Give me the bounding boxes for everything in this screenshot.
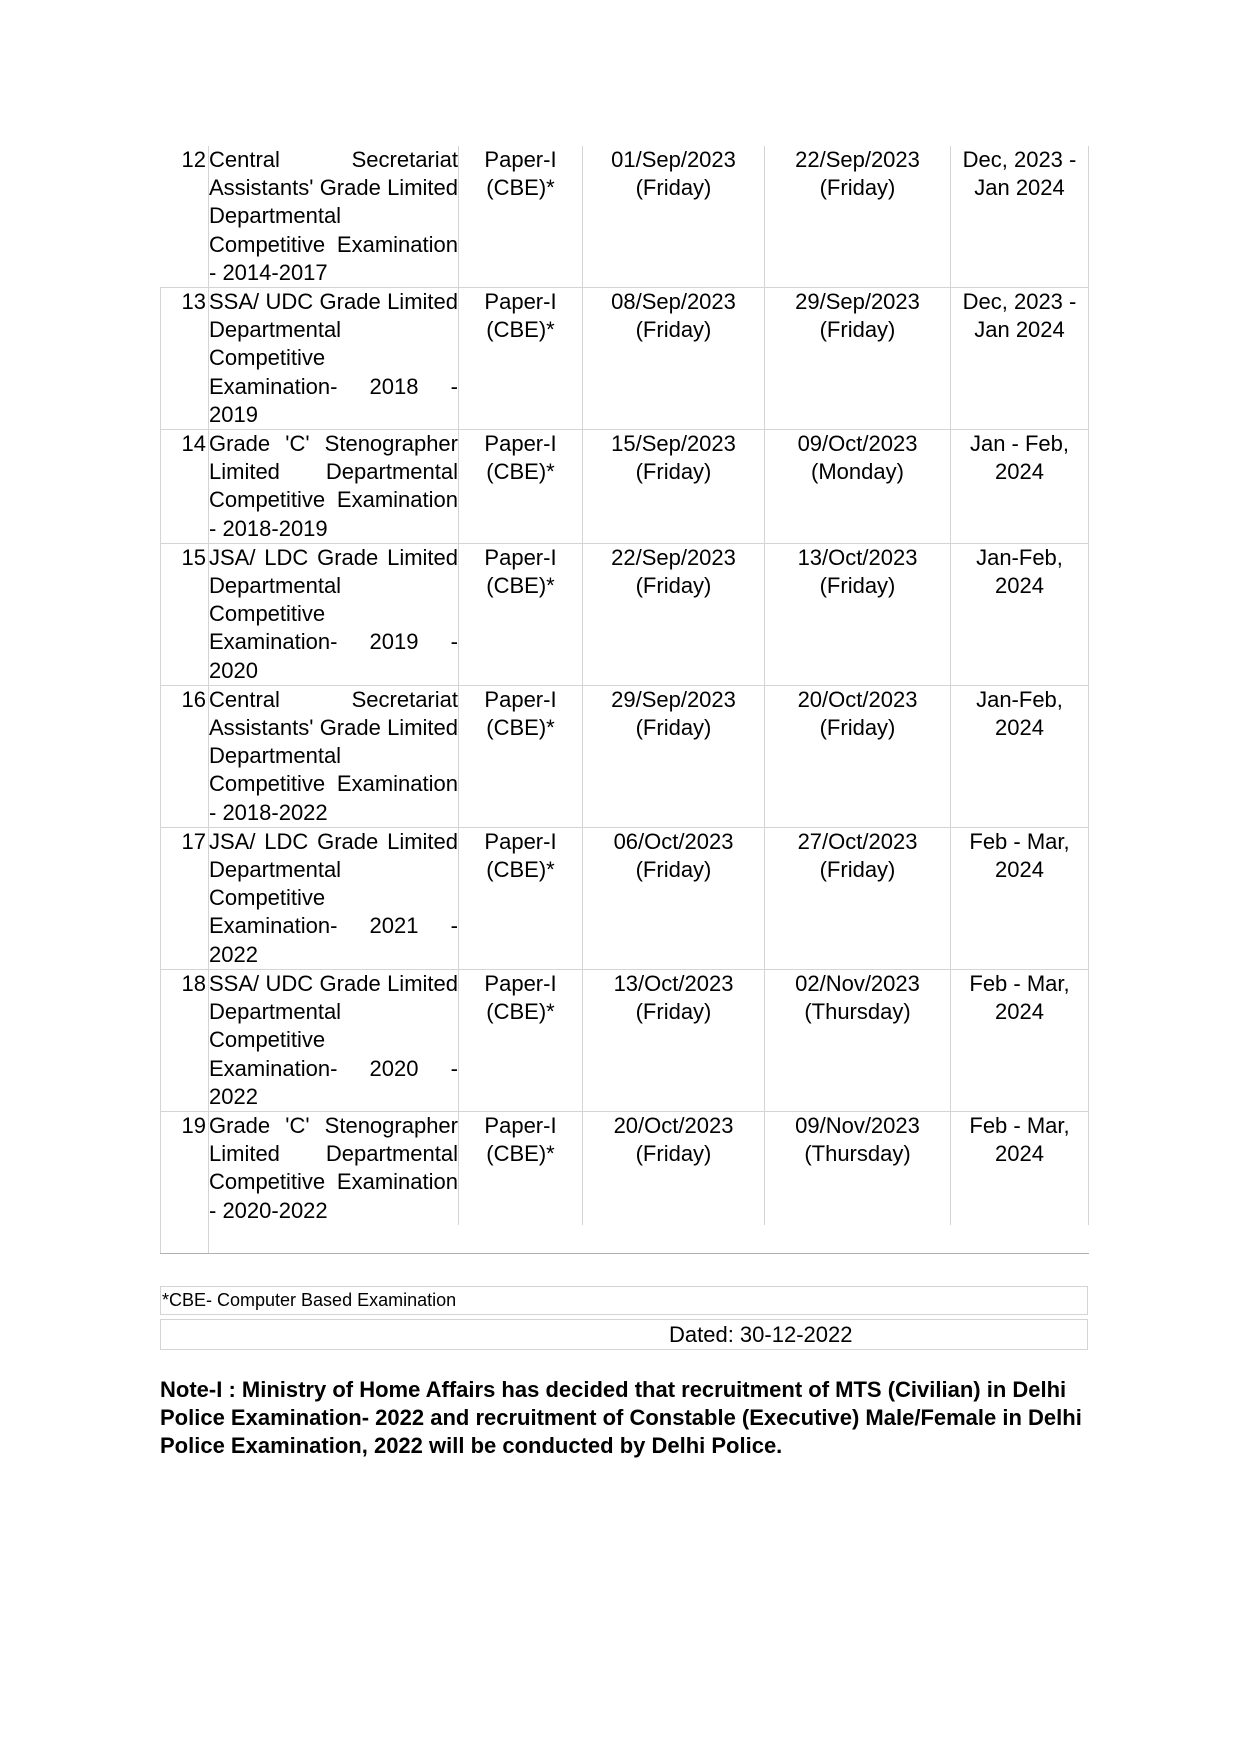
dated-line [160,1319,1088,1350]
serial-number: 17 [161,827,209,969]
paper-type: Paper-I (CBE)* [459,543,583,685]
exam-name: Central Secretariat Assistants' Grade Limited Departmental Competitive Examination - 2014-2017 [209,146,459,288]
exam-name: JSA/ LDC Grade Limited Departmental Competitive Examination- 2019 - 2020 [209,543,459,685]
exam-row [161,288,1089,430]
serial-number: 13 [161,288,209,430]
tentative-period: Jan - Feb, 2024 [951,430,1089,544]
exam-row [161,969,1089,1111]
result-date: 09/Oct/2023 (Monday) [765,430,951,544]
serial-number: 14 [161,430,209,544]
exam-rows [161,146,1089,1225]
result-date: 29/Sep/2023 (Friday) [765,288,951,430]
serial-number: 19 [161,1111,209,1224]
exam-schedule-page [160,146,1088,1460]
result-date: 20/Oct/2023 (Friday) [765,685,951,827]
result-date: 13/Oct/2023 (Friday) [765,543,951,685]
serial-number: 18 [161,969,209,1111]
exam-date: 29/Sep/2023 (Friday) [583,685,765,827]
exam-date: 13/Oct/2023 (Friday) [583,969,765,1111]
exam-schedule-table [160,146,1089,1254]
tentative-period: Jan-Feb, 2024 [951,685,1089,827]
exam-date: 20/Oct/2023 (Friday) [583,1111,765,1224]
exam-date: 22/Sep/2023 (Friday) [583,543,765,685]
exam-row [161,827,1089,969]
exam-row [161,685,1089,827]
paper-type: Paper-I (CBE)* [459,146,583,288]
exam-row [161,543,1089,685]
exam-row [161,430,1089,544]
paper-type: Paper-I (CBE)* [459,288,583,430]
exam-name: JSA/ LDC Grade Limited Departmental Competitive Examination- 2021 - 2022 [209,827,459,969]
tentative-period: Feb - Mar, 2024 [951,1111,1089,1224]
tentative-period: Feb - Mar, 2024 [951,969,1089,1111]
serial-number: 12 [181,147,206,172]
paper-type: Paper-I (CBE)* [459,1111,583,1224]
serial-number: 16 [161,685,209,827]
paper-type: Paper-I (CBE)* [459,827,583,969]
tentative-period: Dec, 2023 - Jan 2024 [951,288,1089,430]
cbe-footnote: *CBE- Computer Based Examination [160,1286,1088,1315]
exam-name: SSA/ UDC Grade Limited Departmental Competitive Examination- 2018 - 2019 [209,288,459,430]
exam-date: 06/Oct/2023 (Friday) [583,827,765,969]
result-date: 02/Nov/2023 (Thursday) [765,969,951,1111]
result-date: 27/Oct/2023 (Friday) [765,827,951,969]
exam-name: Grade 'C' Stenographer Limited Departmental Competitive Examination - 2020-2022 [209,1111,459,1224]
exam-date: 08/Sep/2023 (Friday) [583,288,765,430]
exam-name: SSA/ UDC Grade Limited Departmental Competitive Examination- 2020 - 2022 [209,969,459,1111]
tentative-period: Feb - Mar, 2024 [951,827,1089,969]
exam-row [161,1111,1089,1224]
serial-number: 15 [161,543,209,685]
dated-text: Dated: 30-12-2022 [669,1321,853,1347]
empty-row [161,1225,1089,1254]
exam-name: Grade 'C' Stenographer Limited Departmental Competitive Examination - 2018-2019 [209,430,459,544]
paper-type: Paper-I (CBE)* [459,685,583,827]
exam-date: 01/Sep/2023 (Friday) [583,146,765,288]
empty-cell [209,1225,1089,1254]
empty-cell [161,1225,209,1254]
result-date: 09/Nov/2023 (Thursday) [765,1111,951,1224]
result-date: 22/Sep/2023 (Friday) [765,146,951,288]
exam-name: Central Secretariat Assistants' Grade Limited Departmental Competitive Examination - 2018-2022 [209,685,459,827]
exam-date: 15/Sep/2023 (Friday) [583,430,765,544]
exam-row [161,146,1089,288]
note-paragraph: Note-I : Ministry of Home Affairs has decided that recruitment of MTS (Civilian) in Delhi Police Examination- 2022 and recruitment of Constable (Executive) Male/Female in Delhi Police Examination, 2022 will be conducted by Delhi Police. [160,1376,1082,1458]
paper-type: Paper-I (CBE)* [459,969,583,1111]
paper-type: Paper-I (CBE)* [459,430,583,544]
tentative-period: Dec, 2023 - Jan 2024 [951,146,1089,288]
tentative-period: Jan-Feb, 2024 [951,543,1089,685]
